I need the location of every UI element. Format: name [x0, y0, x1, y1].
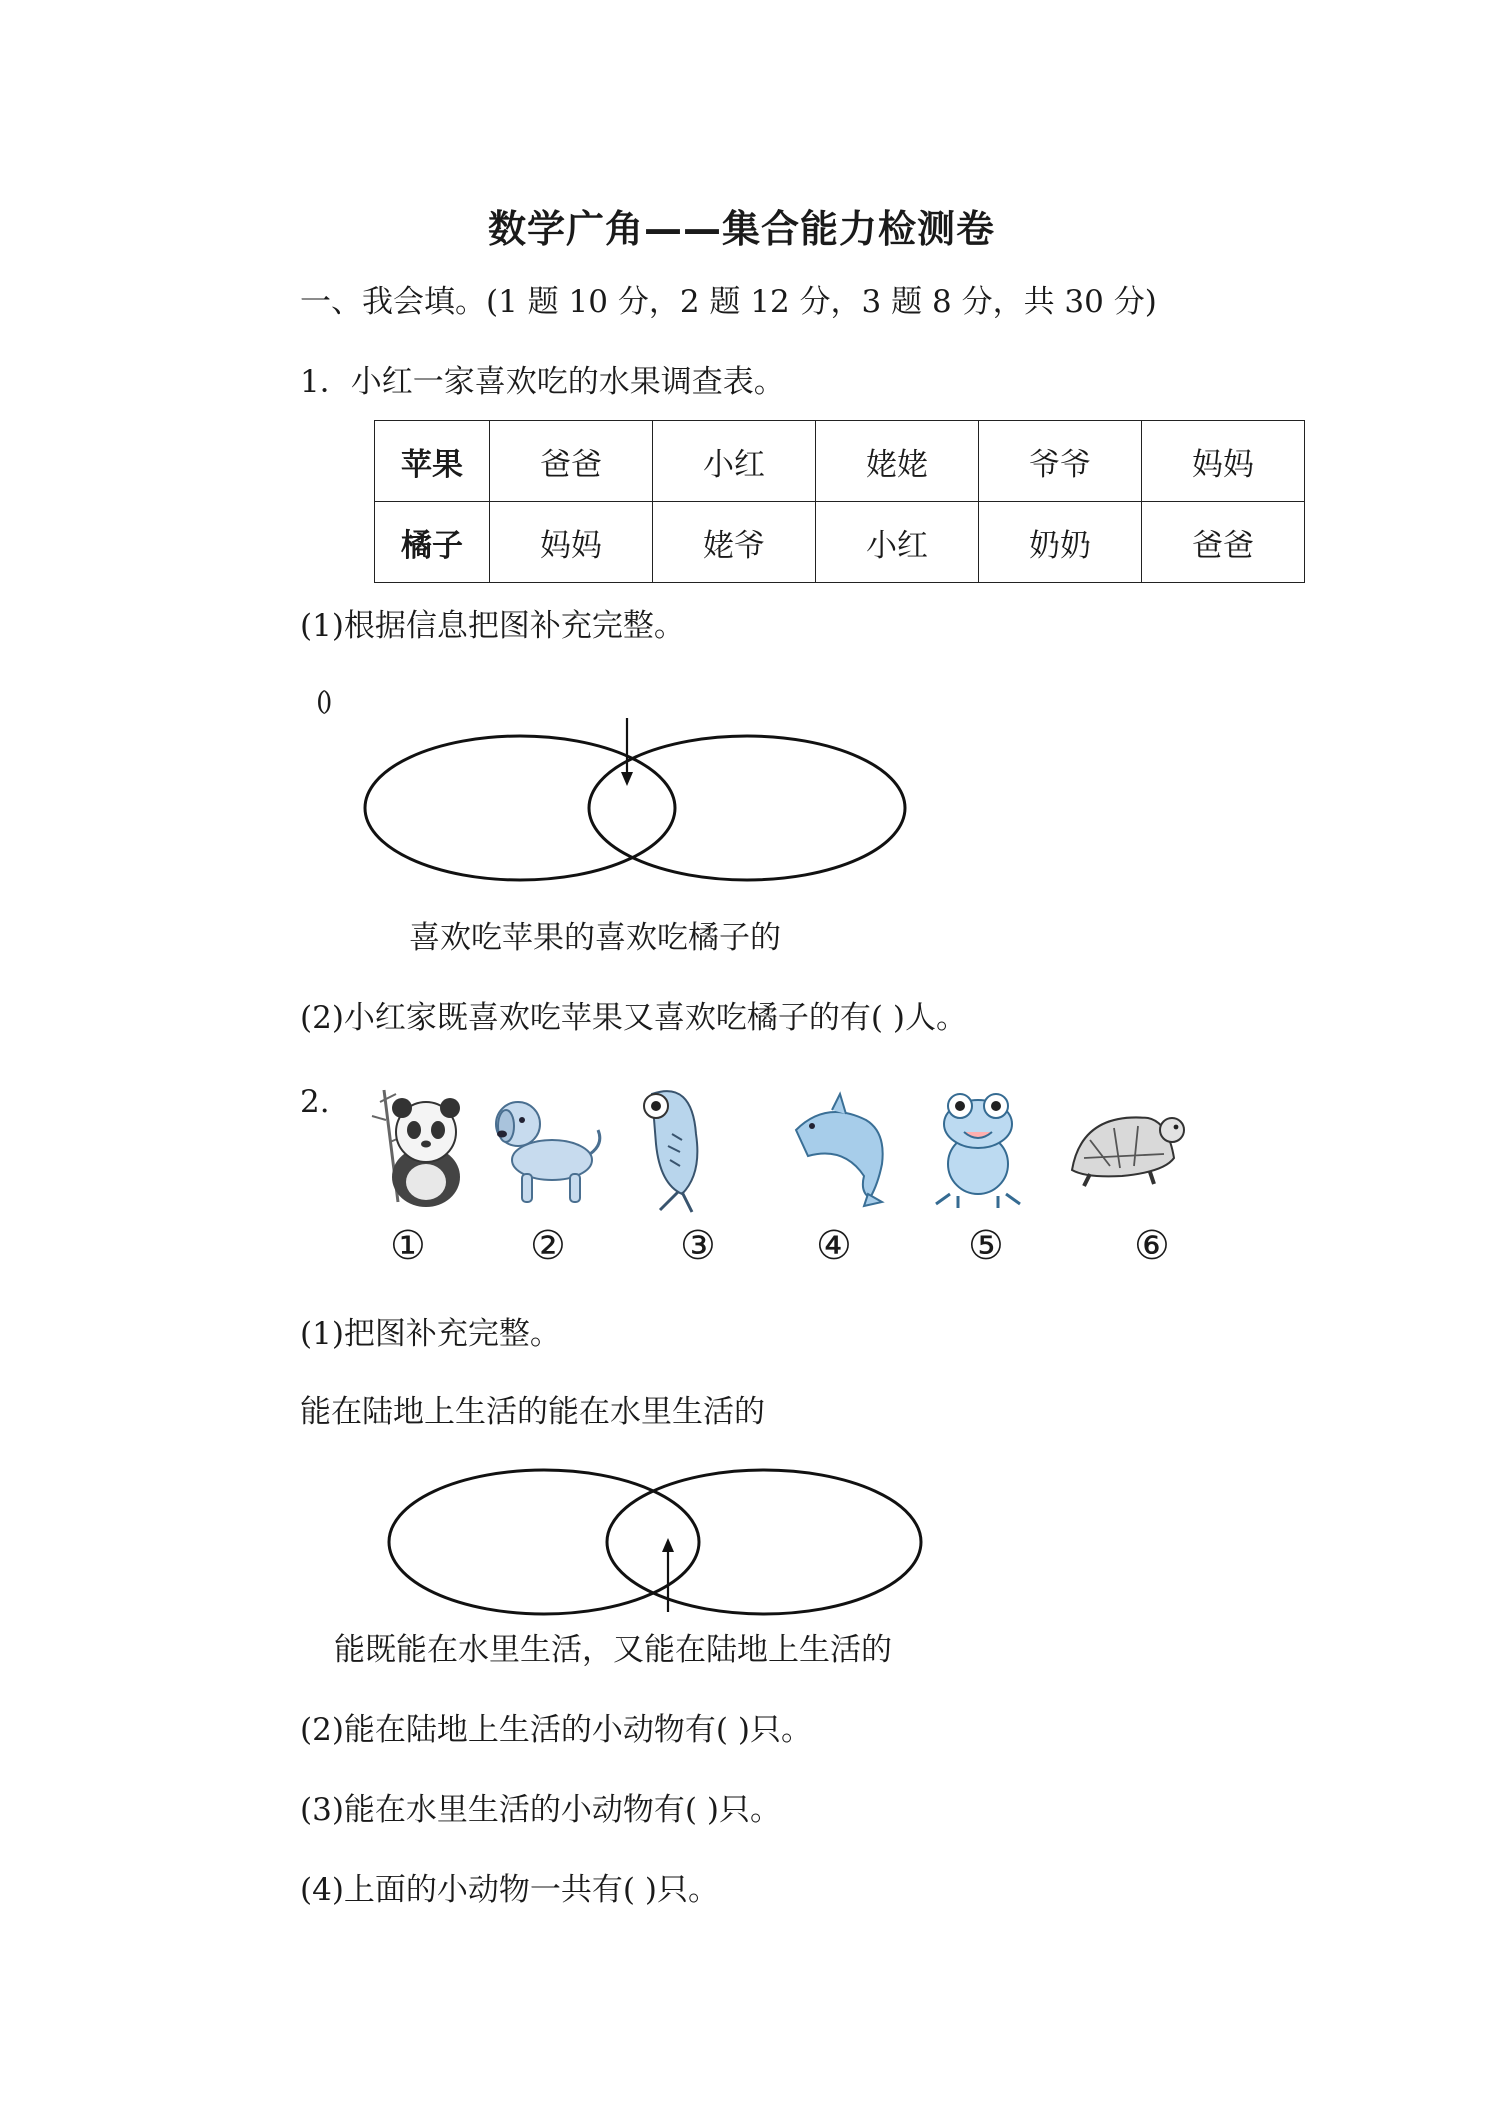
venn-caption-fruit: 喜欢吃苹果的喜欢吃橘子的: [409, 920, 781, 956]
question-1-part-1: (1)根据信息把图补充完整。: [300, 608, 685, 644]
arrow-head: [662, 1538, 674, 1552]
table-cell: 爸爸: [1142, 502, 1305, 583]
fruit-survey-table: [374, 420, 1305, 583]
animal-label: ①: [390, 1223, 426, 1269]
row-label-apple: 苹果: [375, 421, 490, 502]
question-2-number: 2.: [300, 1084, 330, 1120]
venn-caption-bottom: 能既能在水里生活，又能在陆地上生活的: [334, 1632, 892, 1668]
question-1-part-2: (2)小红家既喜欢吃苹果又喜欢吃橘子的有( )人。: [300, 1000, 967, 1036]
venn-diagram-animals: [384, 1462, 944, 1652]
table-cell: 妈妈: [1142, 421, 1305, 502]
dolphin-image: [786, 1090, 896, 1210]
table-cell: 妈妈: [490, 502, 653, 583]
table-cell: 爷爷: [979, 421, 1142, 502]
table-cell: 小红: [816, 502, 979, 583]
table-cell: 奶奶: [979, 502, 1142, 583]
table-row-apple: [375, 421, 1305, 502]
table-cell: 小红: [653, 421, 816, 502]
animal-label: ④: [816, 1223, 852, 1269]
frog-image: [928, 1084, 1028, 1214]
animal-label: ⑤: [968, 1223, 1004, 1269]
page-title: 数学广角——集合能力检测卷: [488, 207, 996, 251]
venn-ellipse-apple: [365, 736, 675, 880]
arrow-head: [621, 772, 633, 786]
answer-blank-paren: ( ): [316, 687, 327, 717]
section-heading: 一、我会填。(1 题 10 分，2 题 12 分，3 题 8 分，共 30 分): [300, 284, 1157, 320]
venn-ellipse-orange: [589, 736, 905, 880]
question-1-stem: 1．小红一家喜欢吃的水果调查表。: [300, 364, 785, 400]
venn-ellipse-water: [607, 1470, 921, 1614]
table-row-orange: [375, 502, 1305, 583]
fish-image: [622, 1074, 722, 1214]
venn-diagram-fruit: [360, 718, 920, 888]
table-cell: 姥爷: [653, 502, 816, 583]
question-2-part-2: (2)能在陆地上生活的小动物有( )只。: [300, 1712, 812, 1748]
animal-label: ②: [530, 1223, 566, 1269]
question-2-part-3: (3)能在水里生活的小动物有( )只。: [300, 1792, 781, 1828]
row-label-orange: 橘子: [375, 502, 490, 583]
venn-caption-top: 能在陆地上生活的能在水里生活的: [300, 1394, 765, 1430]
animal-label: ⑥: [1134, 1223, 1170, 1269]
dog-image: [486, 1080, 606, 1210]
question-2-part-1: (1)把图补充完整。: [300, 1316, 561, 1352]
turtle-image: [1060, 1100, 1190, 1200]
panda-image: [362, 1082, 472, 1212]
question-2-part-4: (4)上面的小动物一共有( )只。: [300, 1872, 719, 1908]
table-cell: 爸爸: [490, 421, 653, 502]
animal-label: ③: [680, 1223, 716, 1269]
table-cell: 姥姥: [816, 421, 979, 502]
